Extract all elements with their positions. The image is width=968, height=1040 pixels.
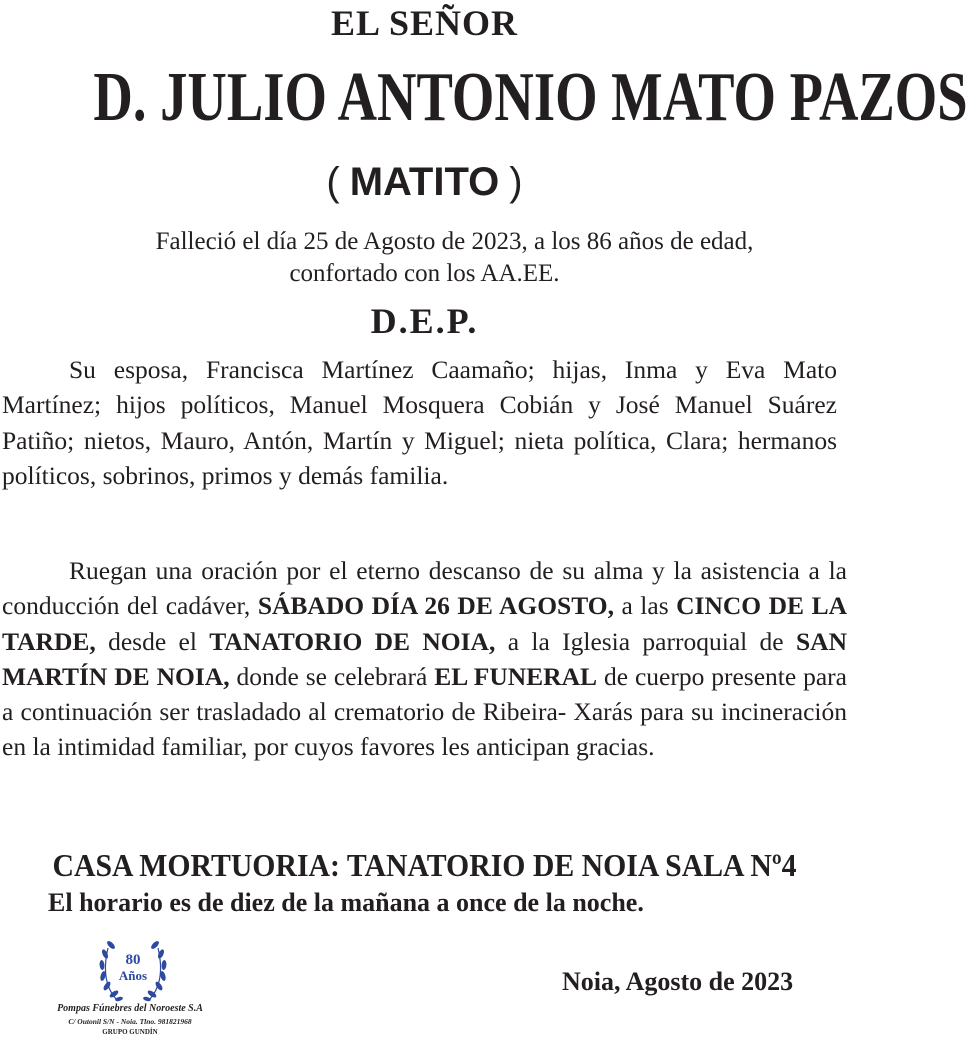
nickname-text: MATITO xyxy=(349,160,500,204)
ceremony-text-2: a las xyxy=(613,591,677,621)
ceremony-church: SAN MARTÍN DE NOIA, xyxy=(2,626,847,691)
badge-number: 80 xyxy=(125,952,141,968)
header-title: EL SEÑOR xyxy=(330,3,519,43)
ceremony-text-4: a la Iglesia parroquial de xyxy=(495,626,796,656)
ceremony-paragraph xyxy=(2,553,847,765)
nickname xyxy=(0,158,849,205)
nickname-close-paren: ) xyxy=(509,160,523,204)
laurel-wreath-icon xyxy=(90,932,176,1008)
death-sacraments-line: confortado con los AA.EE. xyxy=(289,260,560,287)
nickname-open-paren: ( xyxy=(326,160,340,204)
deceased-name: D. JULIO ANTONIO MATO PAZOS xyxy=(93,59,968,136)
company-group: GRUPO GUNDÍN xyxy=(102,1028,158,1036)
ceremony-date: SÁBADO DÍA 26 DE AGOSTO, xyxy=(257,591,614,621)
funeral-home-heading: CASA MORTUORIA: TANATORIO DE NOIA SALA Nº4 xyxy=(52,847,797,883)
ceremony-time: CINCO DE LA TARDE, xyxy=(2,591,847,656)
death-date-line: Falleció el día 25 de Agosto de 2023, a los 86 años de edad, xyxy=(155,228,754,255)
visiting-hours: El horario es de diez de la mañana a once de la noche. xyxy=(48,888,644,917)
badge-word: Años xyxy=(118,968,148,983)
ceremony-text-1: Ruegan una oración por el eterno descanso de su alma y la asistencia a la conducción del cadáver, xyxy=(2,556,847,621)
ceremony-funeral: EL FUNERAL xyxy=(434,661,598,691)
place-and-date: Noia, Agosto de 2023 xyxy=(562,967,794,996)
company-name: Pompas Fúnebres del Noroeste S.A xyxy=(57,1003,203,1014)
company-address: C/ Outonil S/N - Noia. Tlno. 981821968 xyxy=(68,1017,192,1026)
company-logo xyxy=(90,932,176,1008)
family-paragraph xyxy=(2,352,837,493)
family-paragraph-text: Su esposa, Francisca Martínez Caamaño; hijas, Inma y Eva Mato Martínez; hijos políticos, Manuel Mosquera Cobián y José Manuel Suárez Patiño; nietos, Mauro, Antón, Martín y Miguel; nieta política, Clara; hermanos políticos, sobrinos, primos y demás familia. xyxy=(2,355,837,490)
ceremony-text-6: de cuerpo presente para a continuación ser trasladado al crematorio de Ribeira- Xarás para su incineración en la intimidad familiar, por cuyos favores les anticipan gracias. xyxy=(2,661,847,762)
ceremony-text-3: desde el xyxy=(95,626,210,656)
dep-heading: D.E.P. xyxy=(370,301,479,341)
ceremony-text-5: donde se celebrará xyxy=(229,661,435,691)
ceremony-origin: TANATORIO DE NOIA, xyxy=(209,626,496,656)
